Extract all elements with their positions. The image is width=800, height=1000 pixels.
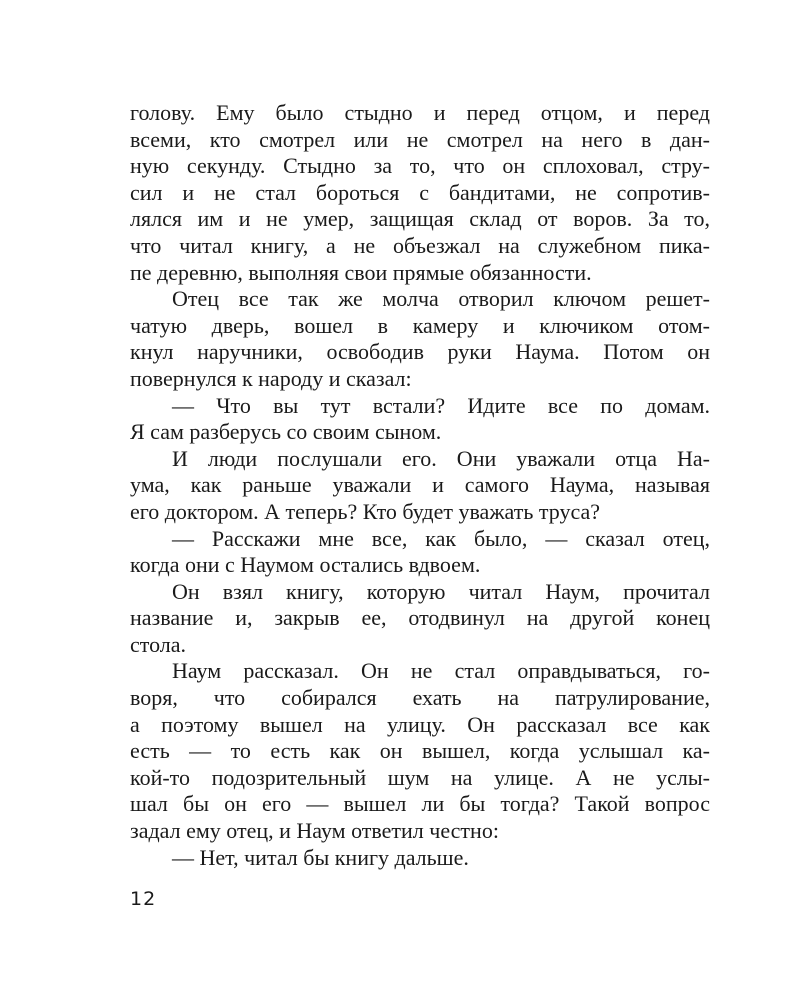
text-line: а поэтому вышел на улицу. Он рассказал все как — [130, 711, 710, 737]
text-line: чатую дверь, вошел в камеру и ключиком отом- — [130, 312, 710, 338]
text-line: Я сам разберусь со своим сыном. — [130, 419, 442, 445]
page-number: 12 — [130, 888, 157, 910]
text-line: Он взял книгу, которую читал Наум, прочитал — [172, 578, 710, 604]
text-line: что читал книгу, а не объезжал на служебном пика- — [130, 232, 710, 258]
text-line: повернулся к народу и сказал: — [130, 365, 412, 391]
text-line: И люди послушали его. Они уважали отца На- — [172, 445, 710, 471]
text-line: когда они с Наумом остались вдвоем. — [130, 552, 481, 578]
text-line: задал ему отец, и Наум ответил честно: — [130, 818, 499, 844]
text-line: сил и не стал бороться с бандитами, не сопротив- — [130, 179, 710, 205]
text-line: всеми, кто смотрел или не смотрел на него в дан- — [130, 126, 710, 152]
text-line: — Нет, читал бы книгу дальше. — [172, 844, 469, 870]
text-line: ную секунду. Стыдно за то, что он сплоховал, стру- — [130, 153, 710, 179]
text-line: голову. Ему было стыдно и перед отцом, и перед — [130, 100, 710, 125]
text-line: стола. — [130, 631, 187, 657]
text-line: пе деревню, выполняя свои прямые обязанности. — [130, 259, 592, 285]
text-line: шал бы он его — вышел ли бы тогда? Такой вопрос — [130, 791, 710, 817]
text-line: — Расскажи мне все, как было, — сказал отец, — [172, 525, 710, 551]
text-line: — Что вы тут встали? Идите все по домам. — [172, 392, 710, 418]
text-line: Наум рассказал. Он не стал оправдываться, го- — [172, 658, 710, 684]
text-line: воря, что собирался ехать на патрулирование, — [130, 685, 710, 711]
book-page-text — [130, 100, 710, 871]
text-line: его доктором. А теперь? Кто будет уважать труса? — [130, 498, 601, 524]
text-line: лялся им и не умер, защищая склад от воров. За то, — [130, 206, 710, 232]
text-line: кнул наручники, освободив руки Наума. Потом он — [130, 339, 710, 365]
text-line: кой-то подозрительный шум на улице. А не услы- — [130, 764, 710, 790]
text-line: Отец все так же молча отворил ключом решет- — [172, 286, 710, 312]
text-line: название и, закрыв ее, отодвинул на другой конец — [130, 605, 710, 631]
text-line: ума, как раньше уважали и самого Наума, называя — [130, 472, 710, 498]
text-line: есть — то есть как он вышел, когда услышал ка- — [130, 738, 710, 764]
